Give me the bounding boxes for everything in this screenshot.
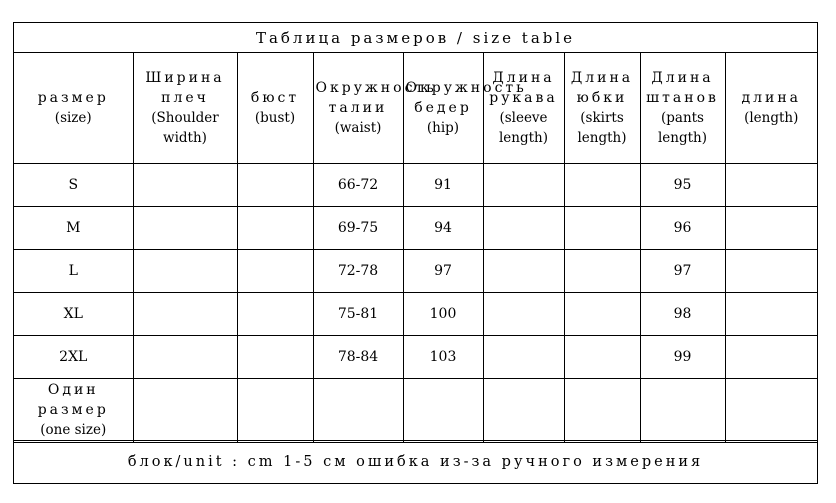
skirt-cell xyxy=(564,335,640,378)
one-size-label-en: (one size) xyxy=(40,422,107,438)
header-label-ru: Длина штанов xyxy=(646,69,719,106)
one-size-row xyxy=(14,378,817,442)
table-row xyxy=(14,206,817,249)
skirt-cell xyxy=(564,292,640,335)
bust-cell xyxy=(237,163,313,206)
shoulder-cell xyxy=(133,206,237,249)
size-cell: M xyxy=(14,206,133,249)
length-cell xyxy=(725,292,817,335)
hip-cell: 100 xyxy=(403,292,483,335)
header-label-en: (pants length) xyxy=(657,109,708,146)
pants-cell: 98 xyxy=(640,292,725,335)
size-cell: S xyxy=(14,163,133,206)
header-cell-bust xyxy=(237,53,313,163)
header-label-ru: бюст xyxy=(250,89,300,106)
header-cell-pants xyxy=(640,53,725,163)
length-cell xyxy=(725,249,817,292)
pants-cell: 99 xyxy=(640,335,725,378)
hip-cell: 103 xyxy=(403,335,483,378)
table-row xyxy=(14,163,817,206)
header-label-en: (Shoulder width) xyxy=(151,109,219,146)
header-label-ru: Длина рукава xyxy=(489,69,558,106)
length-cell xyxy=(725,378,817,442)
sleeve-cell xyxy=(483,206,564,249)
sleeve-cell xyxy=(483,378,564,442)
size-table-sheet xyxy=(13,22,818,484)
sleeve-cell xyxy=(483,335,564,378)
one-size-cell xyxy=(14,378,133,442)
length-cell xyxy=(725,206,817,249)
pants-cell: 96 xyxy=(640,206,725,249)
unit-note: блок/unit : cm 1-5 см ошибка из-за ручного измерения xyxy=(14,440,817,483)
header-cell-waist xyxy=(313,53,437,163)
header-label-en: (sleeve length) xyxy=(498,109,549,146)
header-label-ru: Окружность бедер xyxy=(405,79,527,116)
hip-cell: 97 xyxy=(403,249,483,292)
sleeve-cell xyxy=(483,292,564,335)
sleeve-cell xyxy=(483,249,564,292)
table-row xyxy=(14,292,817,335)
bust-cell xyxy=(237,249,313,292)
header-label-ru: Длина юбки xyxy=(570,69,634,106)
header-cell-sleeve xyxy=(483,53,564,163)
size-cell: L xyxy=(14,249,133,292)
waist-cell xyxy=(313,378,403,442)
waist-cell: 66-72 xyxy=(313,163,403,206)
bust-cell xyxy=(237,292,313,335)
header-row xyxy=(14,53,817,163)
bust-cell xyxy=(237,378,313,442)
table-title: Таблица размеров / size table xyxy=(14,23,817,53)
hip-cell xyxy=(403,378,483,442)
header-cell-skirt xyxy=(564,53,640,163)
header-cell-length xyxy=(725,53,817,163)
sleeve-cell xyxy=(483,163,564,206)
header-label-en: (bust) xyxy=(254,109,296,126)
table-row xyxy=(14,335,817,378)
skirt-cell xyxy=(564,206,640,249)
size-cell: XL xyxy=(14,292,133,335)
shoulder-cell xyxy=(133,163,237,206)
bust-cell xyxy=(237,206,313,249)
hip-cell: 91 xyxy=(403,163,483,206)
length-cell xyxy=(725,335,817,378)
skirt-cell xyxy=(564,163,640,206)
header-label-en: (waist) xyxy=(334,119,382,136)
waist-cell: 78-84 xyxy=(313,335,403,378)
bust-cell xyxy=(237,335,313,378)
skirt-cell xyxy=(564,378,640,442)
header-label-en: (size) xyxy=(54,109,92,126)
pants-cell: 97 xyxy=(640,249,725,292)
header-label-ru: длина xyxy=(741,89,802,106)
header-label-en: (length) xyxy=(744,109,799,126)
skirt-cell xyxy=(564,249,640,292)
table-row xyxy=(14,249,817,292)
shoulder-cell xyxy=(133,378,237,442)
one-size-label-ru: Один размер xyxy=(37,382,109,418)
waist-cell: 75-81 xyxy=(313,292,403,335)
header-label-ru: Ширина плеч xyxy=(145,69,225,106)
size-table xyxy=(14,53,817,443)
shoulder-cell xyxy=(133,335,237,378)
pants-cell xyxy=(640,378,725,442)
length-cell xyxy=(725,163,817,206)
waist-cell: 69-75 xyxy=(313,206,403,249)
header-label-ru: размер xyxy=(37,89,109,106)
header-label-en: (hip) xyxy=(426,119,460,136)
pants-cell: 95 xyxy=(640,163,725,206)
waist-cell: 72-78 xyxy=(313,249,403,292)
shoulder-cell xyxy=(133,292,237,335)
size-cell: 2XL xyxy=(14,335,133,378)
header-cell-shoulder xyxy=(133,53,237,163)
header-label-ru: Окружность талии xyxy=(315,79,437,116)
shoulder-cell xyxy=(133,249,237,292)
header-cell-size xyxy=(14,53,133,163)
header-label-en: (skirts length) xyxy=(577,109,627,146)
hip-cell: 94 xyxy=(403,206,483,249)
